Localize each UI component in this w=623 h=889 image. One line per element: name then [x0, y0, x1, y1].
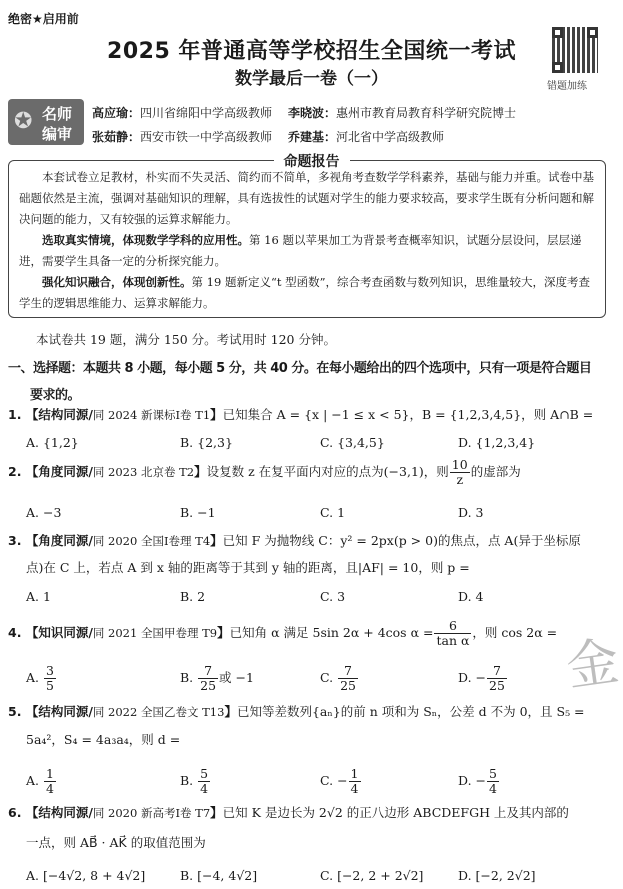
qr-corner: [587, 27, 598, 38]
source-tag: 【角度同源/: [25, 463, 93, 479]
option-B[interactable]: [180, 868, 257, 883]
source-tag-end: 】: [217, 624, 230, 640]
text-run: C. [−2, 2 + 2√2]: [320, 868, 424, 883]
text-run: 的虚部为: [470, 463, 521, 479]
author-title: 四川省绵阳中学高级教师: [140, 106, 273, 120]
text-run: D. {1,2,3,4}: [458, 435, 536, 450]
fraction-numerator: 10: [451, 457, 468, 472]
text-run: C.: [320, 669, 338, 685]
source-reference: 同 2023 北京卷 T2: [92, 464, 195, 479]
text-run: 或 −1: [219, 669, 254, 685]
option-B[interactable]: [180, 435, 233, 450]
qr-corner: [552, 27, 563, 38]
text-run: A. [−4√2, 8 + 4√2]: [26, 868, 146, 883]
text-run: A.: [26, 669, 43, 685]
fraction: [198, 664, 218, 693]
text-run: D. 3: [458, 505, 484, 520]
author-name: 乔建基：: [288, 130, 337, 144]
text-run: D. −: [458, 669, 486, 685]
question-stem: [8, 803, 569, 821]
source-tag-end: 】: [224, 704, 237, 719]
fraction-numerator: 3: [45, 663, 54, 678]
report-title-text: 命题报告: [274, 154, 350, 170]
source-reference: 同 2021 全国甲卷理 T9: [92, 625, 218, 640]
report-paragraph-2: [19, 230, 597, 272]
qr-label: 错题加练: [547, 81, 587, 92]
source-tag-end: 】: [194, 463, 207, 479]
text-run: 已知集合 A = {x | −1 ≤ x < 5}，B = {1,2,3,4,5}，则 A∩B =: [222, 407, 594, 422]
fraction: [450, 458, 470, 487]
text-run: C. 3: [320, 589, 346, 604]
author-title: 河北省中学高级教师: [336, 130, 445, 144]
qr-corner: [552, 62, 563, 73]
question-stem-continued: [26, 833, 206, 851]
text-run: B. {2,3}: [180, 435, 233, 450]
fraction-denominator: 4: [45, 780, 54, 796]
text-run: B.: [180, 772, 198, 788]
option-D[interactable]: [458, 868, 536, 883]
report-p2-text: 第 16 题以苹果加工为背景考查概率知识，试题分层设问，层层递进，需要学生具备一定的分析探究能力。: [19, 233, 582, 268]
fraction: [44, 664, 56, 693]
option-A[interactable]: [26, 505, 61, 520]
text-run: D. −: [458, 772, 486, 788]
exam-subtitle: 数学最后一卷（一）: [235, 69, 388, 89]
question-number: 3.: [8, 533, 26, 548]
report-p3-heading: 强化知识融合，体现创新性。: [42, 275, 192, 289]
source-tag: 【结构同源/: [25, 805, 93, 820]
section-heading-line2: 要求的。: [30, 388, 81, 403]
text-run: D. [−2, 2√2]: [458, 868, 536, 883]
option-C[interactable]: [320, 589, 345, 604]
fraction-numerator: 5: [489, 766, 497, 781]
fraction-denominator: 4: [489, 780, 497, 796]
author-title: 西安市铁一中学高级教师: [140, 130, 273, 144]
report-paragraph-1: 本套试卷立足教材，朴实而不失灵活、简约而不简单，多视角考查数学学科素养，基础与能力并重。试卷中基础题依然是主流，强调对基础知识的理解，具有选拔性的试题对学生的能力要求较高，要求学生既有分析问题和解决问题的能力，又有较强的运算求解能力。: [19, 170, 594, 226]
option-B[interactable]: [180, 505, 216, 520]
text-run: A. −3: [26, 505, 62, 520]
text-run: 已知等差数列{aₙ}的前 n 项和为 Sₙ，公差 d 不为 0，且 S₅ =: [236, 704, 585, 719]
question-number: 6.: [8, 805, 26, 820]
option-C[interactable]: [320, 767, 362, 796]
option-C[interactable]: [320, 505, 345, 520]
fraction: [487, 664, 507, 693]
fraction-numerator: 7: [198, 664, 218, 679]
option-C[interactable]: [320, 435, 385, 450]
source-tag: 【结构同源/: [25, 704, 93, 719]
source-tag-end: 】: [210, 805, 223, 820]
fraction-denominator: 25: [340, 677, 356, 693]
text-run: B. 2: [180, 589, 206, 604]
option-D[interactable]: [458, 505, 483, 520]
option-A[interactable]: [26, 868, 145, 883]
confidential-label: 绝密★启用前: [8, 12, 79, 26]
section-heading-line1: 一、选择题：本题共 8 小题，每小题 5 分，共 40 分。在每小题给出的四个选项中，只有一项是符合题目: [8, 361, 592, 376]
report-p2-heading: 选取真实情境，体现数学学科的应用性。: [42, 233, 249, 247]
text-run: 已知 F 为抛物线 C：y² = 2px(p > 0)的焦点，点 A(异于坐标原: [222, 533, 581, 548]
option-A[interactable]: [26, 664, 57, 693]
qr-code-icon[interactable]: [552, 27, 598, 73]
fraction: [198, 767, 210, 796]
report-title: [0, 151, 623, 171]
text-run: 一点，则 AB⃗ · AK⃗ 的取值范围为: [26, 835, 206, 850]
question-number: 1.: [8, 407, 26, 422]
text-run: 已知角 α 满足 5sin 2α + 4cos α =: [229, 624, 434, 640]
author-name: 李晓波：: [288, 106, 337, 120]
text-run: 5a₄²，S₄ = 4a₃a₄，则 d =: [26, 732, 181, 747]
option-A[interactable]: [26, 767, 57, 796]
editor-badge: [8, 99, 84, 145]
text-run: A. 1: [26, 589, 51, 604]
source-reference: 同 2024 新课标Ⅰ卷 T1: [92, 408, 211, 422]
question-stem: [8, 619, 557, 648]
question-number: 4.: [8, 624, 26, 640]
option-B[interactable]: [180, 589, 205, 604]
exam-title: 2025 年普通高等学校招生全国统一考试: [107, 39, 516, 64]
fraction-numerator: 7: [338, 664, 358, 679]
text-run: A.: [26, 772, 43, 788]
fraction-numerator: 5: [200, 766, 209, 781]
option-A[interactable]: [26, 589, 51, 604]
author-2: [288, 104, 516, 121]
section-heading: [8, 355, 620, 409]
text-run: B.: [180, 669, 198, 685]
option-D[interactable]: [458, 589, 483, 604]
report-p3-text: 第 19 题新定义“t 型函数”，综合考查函数与数列知识，思维量较大，深度考查学生的逻辑思维能力、运算求解能力。: [19, 275, 590, 310]
option-D[interactable]: [458, 767, 500, 796]
author-name: 张茹静：: [92, 130, 141, 144]
text-run: B. −1: [180, 505, 216, 520]
question-stem-continued: [26, 730, 180, 748]
fraction: [487, 767, 499, 796]
option-C[interactable]: [320, 868, 423, 883]
fraction-denominator: 4: [350, 780, 359, 796]
fraction: [434, 619, 471, 648]
source-reference: 同 2020 全国Ⅰ卷理 T4: [92, 534, 211, 548]
text-run: C. −: [320, 772, 348, 788]
fraction-numerator: 7: [487, 664, 507, 679]
question-stem-continued: [26, 558, 470, 576]
source-tag: 【结构同源/: [25, 407, 93, 422]
report-paragraph-3: [19, 272, 597, 314]
author-3: [92, 128, 272, 145]
source-reference: 同 2020 新高考Ⅰ卷 T7: [92, 806, 211, 820]
watermark-logo: 金: [562, 631, 623, 699]
badge-line2: 编审: [42, 125, 73, 143]
fraction-numerator: 6: [434, 619, 471, 634]
text-run: 已知 K 是边长为 2√2 的正八边形 ABCDEFGH 上及其内部的: [222, 805, 569, 820]
text-run: D. 4: [458, 589, 484, 604]
question-stem: [8, 458, 521, 487]
fraction-denominator: 25: [200, 677, 217, 693]
source-tag: 【角度同源/: [25, 533, 93, 548]
source-reference: 同 2022 全国乙卷文 T13: [92, 705, 225, 719]
fraction: [44, 767, 56, 796]
text-run: A. {1,2}: [26, 435, 79, 450]
question-stem: [8, 531, 581, 549]
question-stem: [8, 405, 593, 423]
fraction-denominator: 4: [200, 780, 209, 796]
text-run: C. 1: [320, 505, 346, 520]
report-box: [8, 160, 606, 318]
author-1: [92, 104, 272, 121]
exam-intro: 本试卷共 19 题，满分 150 分。考试用时 120 分钟。: [36, 332, 336, 347]
fraction: [349, 767, 361, 796]
fraction-numerator: 1: [45, 766, 54, 781]
option-A[interactable]: [26, 435, 79, 450]
question-stem: [8, 702, 585, 720]
fraction-denominator: z: [456, 471, 464, 487]
author-4: [288, 128, 444, 145]
author-title: 惠州市教育局教育科学研究院博士: [336, 106, 517, 120]
text-run: B. [−4, 4√2]: [180, 868, 258, 883]
question-number: 2.: [8, 463, 26, 479]
fraction-denominator: 5: [45, 677, 54, 693]
fraction-denominator: 25: [489, 677, 505, 693]
option-C[interactable]: [320, 664, 359, 693]
text-run: C. {3,4,5}: [320, 435, 385, 450]
fraction-numerator: 1: [350, 766, 359, 781]
option-D[interactable]: [458, 664, 508, 693]
badge-line1: 名师: [42, 105, 73, 123]
text-run: 设复数 z 在复平面内对应的点为(−3,1)，则: [206, 463, 449, 479]
option-B[interactable]: [180, 767, 211, 796]
option-D[interactable]: [458, 435, 535, 450]
option-B[interactable]: [180, 664, 254, 693]
author-name: 高应瑜：: [92, 106, 141, 120]
text-run: 点)在 C 上，若点 A 到 x 轴的距离等于其到 y 轴的距离，且|AF| = 10，则 p =: [26, 560, 470, 575]
source-tag-end: 】: [210, 407, 223, 422]
question-number: 5.: [8, 704, 26, 719]
text-run: ，则 cos 2α =: [472, 624, 558, 640]
100-star-icon: ✪: [14, 109, 33, 134]
fraction: [338, 664, 358, 693]
source-tag: 【知识同源/: [25, 624, 93, 640]
fraction-denominator: tan α: [436, 632, 470, 648]
source-tag-end: 】: [210, 533, 223, 548]
